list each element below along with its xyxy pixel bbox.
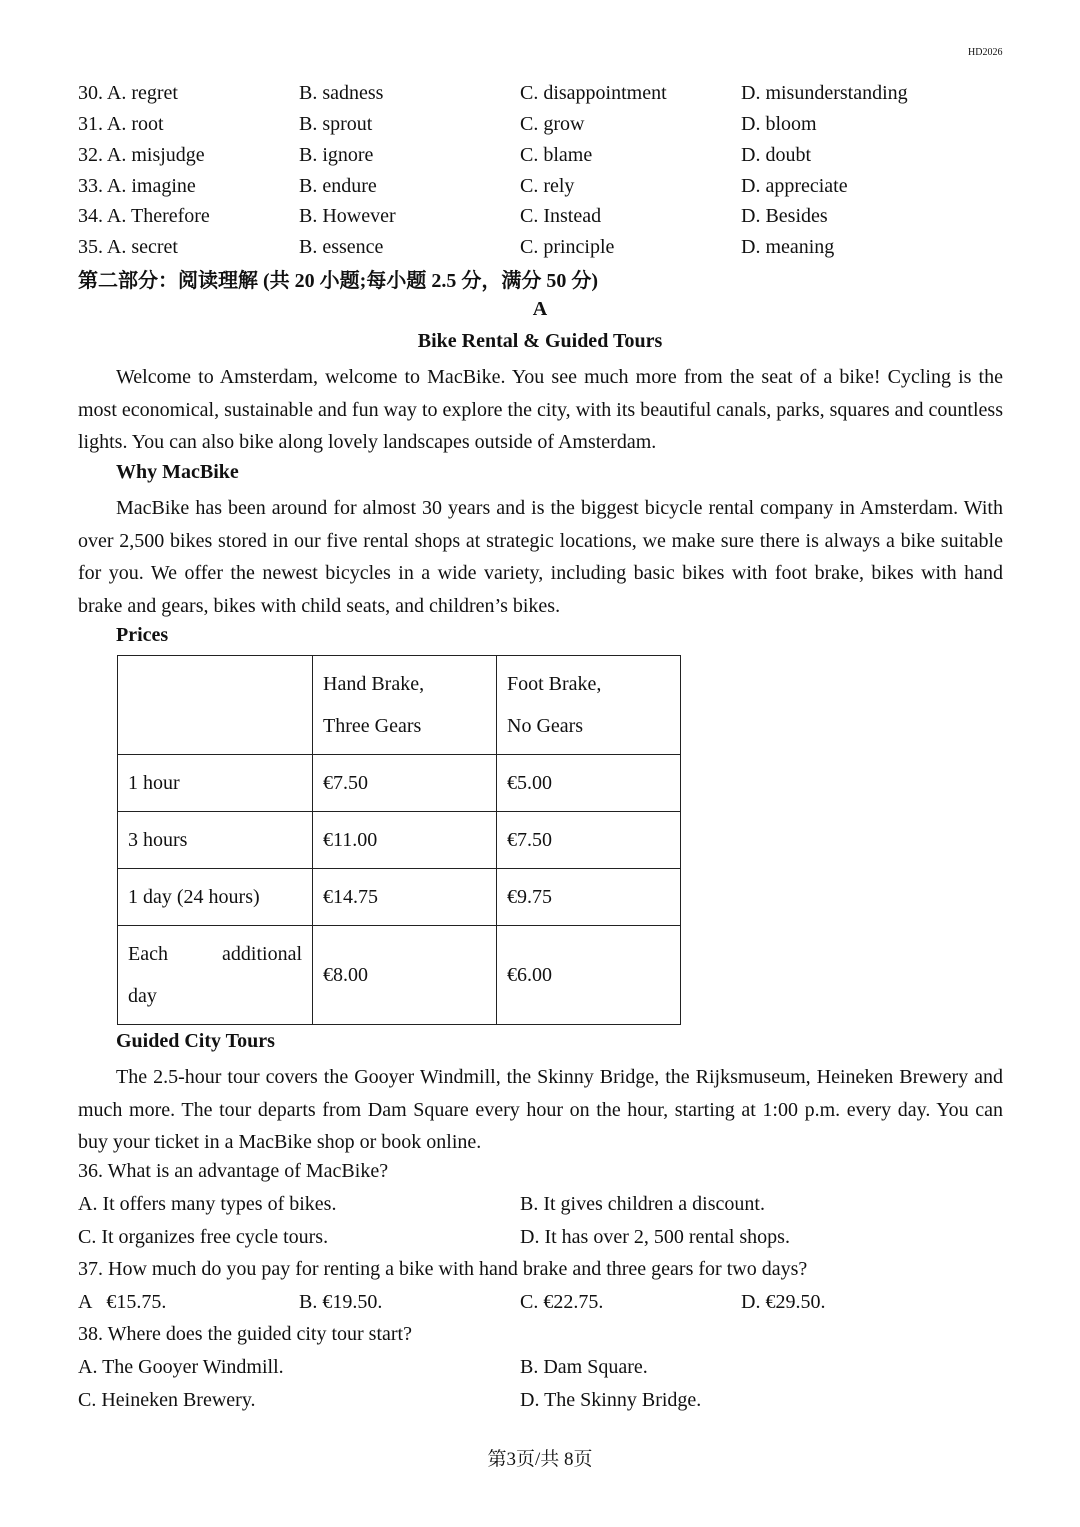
intro-paragraph: Welcome to Amsterdam, welcome to MacBike. You see much more from the seat of a bike! Cycling is the most economical, sustainable and fun way to explore the city, with its beautiful canals, parks, squares and countless lights. You can also bike along lovely landscapes outside of Amsterdam. (78, 366, 1003, 454)
answer-c: C. It organizes free cycle tours. (78, 1226, 329, 1248)
option-b: B. sadness (299, 82, 384, 104)
option-d: D. appreciate (741, 175, 848, 197)
foot-price-cell: €6.00 (497, 926, 681, 1025)
answer-row (78, 1389, 1008, 1421)
answer-a: A. It offers many types of bikes. (78, 1193, 337, 1215)
table-corner-cell (118, 656, 313, 755)
header-line: Hand Brake, (323, 673, 425, 695)
answer-b: B. €19.50. (299, 1291, 383, 1313)
duration-cell (118, 926, 313, 1025)
option-b: B. ignore (299, 144, 374, 166)
answer-row (78, 1356, 1008, 1388)
answer-a: A. The Gooyer Windmill. (78, 1356, 284, 1378)
option-c: C. principle (520, 236, 615, 258)
duration-cell: 3 hours (118, 812, 313, 869)
option-row-31 (78, 109, 1008, 140)
why-heading: Why MacBike (116, 461, 239, 483)
page-footer: 第3页/共 8页 (487, 1449, 593, 1470)
option-a: 32. A. misjudge (78, 144, 205, 166)
passage-title: Bike Rental & Guided Tours (417, 330, 663, 352)
answer-a: A €15.75. (78, 1291, 167, 1313)
table-row (118, 869, 681, 926)
option-c: C. blame (520, 144, 593, 166)
option-row-35 (78, 232, 1008, 263)
option-row-30 (78, 78, 1008, 109)
option-row-34 (78, 201, 1008, 232)
option-b: B. essence (299, 236, 384, 258)
answer-d: D. €29.50. (741, 1291, 826, 1313)
hand-price-cell: €7.50 (313, 755, 497, 812)
table-row (118, 926, 681, 1025)
foot-price-cell: €5.00 (497, 755, 681, 812)
option-d: D. misunderstanding (741, 82, 908, 104)
question-38-stem: 38. Where does the guided city tour start? (78, 1323, 412, 1345)
answer-d: D. The Skinny Bridge. (520, 1389, 702, 1411)
option-a: 30. A. regret (78, 82, 178, 104)
duration-cell: 1 hour (118, 755, 313, 812)
answer-b: B. It gives children a discount. (520, 1193, 765, 1215)
option-d: D. meaning (741, 236, 835, 258)
section-letter: A (532, 298, 548, 320)
option-row-32 (78, 140, 1008, 171)
header-line: No Gears (507, 715, 584, 737)
option-d: D. Besides (741, 205, 828, 227)
option-a: 31. A. root (78, 113, 164, 135)
option-c: C. grow (520, 113, 585, 135)
duration-word: Each (128, 943, 168, 965)
table-header-cell (497, 656, 681, 755)
hand-price-cell: €14.75 (313, 869, 497, 926)
answer-row (78, 1226, 1008, 1258)
document-code: HD2026 (968, 47, 1003, 58)
answer-row (78, 1193, 1008, 1225)
part-heading: 第二部分：阅读理解 (共 20 小题;每小题 2.5 分，满分 50 分) (78, 270, 598, 292)
answer-b: B. Dam Square. (520, 1356, 648, 1378)
prices-table (117, 655, 681, 1025)
tours-paragraph: The 2.5-hour tour covers the Gooyer Windmill, the Skinny Bridge, the Rijksmuseum, Heineken Brewery and much more. The tour departs from Dam Square every hour on the hour, starting at 1:00 p.m. every day. You can buy your ticket in a MacBike shop or book online. (78, 1066, 1003, 1154)
answer-row (78, 1291, 1008, 1323)
answer-c: C. Heineken Brewery. (78, 1389, 256, 1411)
option-a: 35. A. secret (78, 236, 178, 258)
duration-word: additional (222, 943, 302, 965)
table-row (118, 755, 681, 812)
hand-price-cell: €11.00 (313, 812, 497, 869)
option-c: C. rely (520, 175, 575, 197)
option-b: B. endure (299, 175, 377, 197)
table-header-row (118, 656, 681, 755)
option-d: D. doubt (741, 144, 811, 166)
header-line: Three Gears (323, 715, 422, 737)
foot-price-cell: €9.75 (497, 869, 681, 926)
question-37-stem: 37. How much do you pay for renting a bike with hand brake and three gears for two days? (78, 1258, 808, 1280)
option-c: C. Instead (520, 205, 602, 227)
answer-c: C. €22.75. (520, 1291, 604, 1313)
tours-heading: Guided City Tours (116, 1030, 275, 1052)
option-a: 33. A. imagine (78, 175, 196, 197)
table-row (118, 812, 681, 869)
option-b: B. sprout (299, 113, 373, 135)
header-line: Foot Brake, (507, 673, 602, 695)
hand-price-cell: €8.00 (313, 926, 497, 1025)
why-paragraph: MacBike has been around for almost 30 years and is the biggest bicycle rental company in Amsterdam. With over 2,500 bikes stored in our five rental shops at strategic locations, we make sure there is always a bike suitable for you. We offer the newest bicycles in a wide variety, including basic bikes with foot brake, bikes with hand brake and gears, bikes with child seats, and children’s bikes. (78, 497, 1003, 618)
option-c: C. disappointment (520, 82, 667, 104)
question-36-stem: 36. What is an advantage of MacBike? (78, 1160, 389, 1182)
duration-cell: 1 day (24 hours) (118, 869, 313, 926)
duration-word: day (128, 985, 157, 1007)
option-row-33 (78, 171, 1008, 202)
option-b: B. However (299, 205, 396, 227)
option-d: D. bloom (741, 113, 817, 135)
prices-heading: Prices (116, 624, 169, 646)
table-header-cell (313, 656, 497, 755)
answer-d: D. It has over 2, 500 rental shops. (520, 1226, 790, 1248)
option-a: 34. A. Therefore (78, 205, 210, 227)
foot-price-cell: €7.50 (497, 812, 681, 869)
